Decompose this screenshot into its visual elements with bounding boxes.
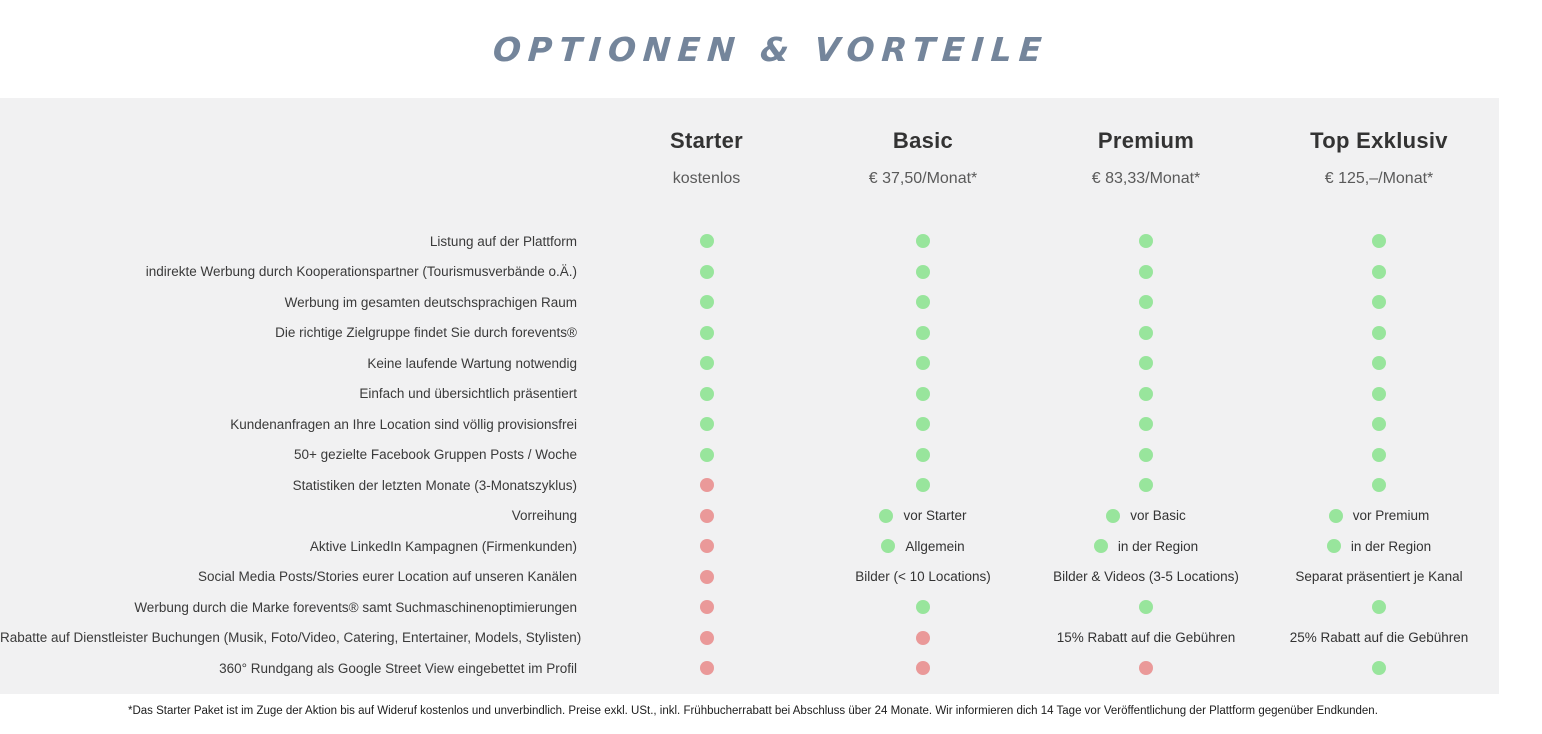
feature-cell — [813, 417, 1033, 431]
feature-cell — [1033, 448, 1259, 462]
feature-cell — [813, 356, 1033, 370]
included-dot-icon — [916, 356, 930, 370]
feature-cell — [600, 234, 813, 248]
feature-cell — [1033, 387, 1259, 401]
feature-cell — [600, 265, 813, 279]
feature-cell — [1033, 478, 1259, 492]
cell-text: 15% Rabatt auf die Gebühren — [1056, 630, 1236, 646]
page-title: OPTIONEN & VORTEILE — [491, 29, 1051, 69]
feature-label: Werbung im gesamten deutschsprachigen Raum — [284, 294, 577, 310]
included-dot-icon — [1372, 478, 1386, 492]
plan-name: Starter — [669, 128, 744, 153]
included-dot-icon — [700, 387, 714, 401]
feature-cell — [1259, 569, 1499, 584]
included-dot-icon — [700, 234, 714, 248]
feature-row — [0, 287, 1499, 318]
feature-row — [0, 501, 1499, 532]
feature-cell — [813, 295, 1033, 309]
feature-cell — [1259, 387, 1499, 401]
included-dot-icon — [1372, 295, 1386, 309]
feature-label: Kundenanfragen an Ihre Location sind völlig provisionsfrei — [230, 416, 577, 432]
included-dot-icon — [700, 265, 714, 279]
included-dot-icon — [1327, 539, 1341, 553]
included-dot-icon — [1139, 600, 1153, 614]
excluded-dot-icon — [700, 478, 714, 492]
feature-cell — [813, 265, 1033, 279]
included-dot-icon — [1139, 417, 1153, 431]
included-dot-icon — [916, 448, 930, 462]
feature-cell — [1259, 508, 1499, 523]
plan-name: Basic — [892, 128, 954, 153]
feature-row — [0, 226, 1499, 257]
feature-cell — [1033, 295, 1259, 309]
included-dot-icon — [916, 295, 930, 309]
feature-label: Rabatte auf Dienstleister Buchungen (Musik, Foto/Video, Catering, Entertainer, Models, Stylisten) — [0, 630, 582, 646]
cell-text: Bilder & Videos (3-5 Locations) — [1053, 569, 1239, 585]
feature-cell — [600, 387, 813, 401]
feature-cell — [600, 570, 813, 584]
feature-cell — [813, 569, 1033, 584]
included-dot-icon — [1372, 387, 1386, 401]
excluded-dot-icon — [1139, 661, 1153, 675]
included-dot-icon — [916, 600, 930, 614]
plan-price: € 37,50/Monat* — [868, 170, 978, 187]
cell-text: vor Starter — [903, 508, 967, 524]
feature-cell — [813, 478, 1033, 492]
included-dot-icon — [1372, 600, 1386, 614]
feature-cell — [1259, 661, 1499, 675]
feature-cell — [1033, 265, 1259, 279]
included-dot-icon — [1139, 234, 1153, 248]
plan-header-starter — [600, 128, 813, 188]
included-dot-icon — [1329, 509, 1343, 523]
feature-cell — [600, 295, 813, 309]
included-dot-icon — [1139, 295, 1153, 309]
included-dot-icon — [1372, 265, 1386, 279]
feature-cell — [600, 478, 813, 492]
feature-cell — [1033, 326, 1259, 340]
feature-label: Werbung durch die Marke forevents® samt Suchmaschinenoptimierungen — [134, 599, 577, 615]
included-dot-icon — [916, 234, 930, 248]
feature-row — [0, 470, 1499, 501]
feature-cell — [1259, 265, 1499, 279]
feature-cell — [600, 539, 813, 553]
feature-cell — [813, 661, 1033, 675]
plan-header-basic — [813, 128, 1033, 188]
feature-cell — [813, 326, 1033, 340]
feature-label: Listung auf der Plattform — [429, 233, 577, 249]
included-dot-icon — [1139, 387, 1153, 401]
feature-rows — [0, 226, 1499, 684]
cell-text: Bilder (< 10 Locations) — [855, 569, 991, 585]
included-dot-icon — [879, 509, 893, 523]
feature-cell — [1033, 508, 1259, 523]
title-bar — [0, 0, 1542, 98]
plan-price: kostenlos — [672, 170, 741, 187]
cell-text: in der Region — [1117, 538, 1199, 554]
feature-cell — [600, 631, 813, 645]
excluded-dot-icon — [916, 661, 930, 675]
included-dot-icon — [916, 478, 930, 492]
excluded-dot-icon — [700, 631, 714, 645]
feature-label: 50+ gezielte Facebook Gruppen Posts / Woche — [293, 447, 577, 463]
feature-cell — [1259, 448, 1499, 462]
feature-row — [0, 318, 1499, 349]
feature-row — [0, 440, 1499, 471]
feature-label: Keine laufende Wartung notwendig — [367, 355, 577, 371]
feature-cell — [1033, 539, 1259, 554]
plan-header-premium — [1033, 128, 1259, 188]
feature-row — [0, 653, 1499, 684]
excluded-dot-icon — [700, 539, 714, 553]
feature-cell — [813, 600, 1033, 614]
included-dot-icon — [700, 417, 714, 431]
plan-price: € 125,–/Monat* — [1324, 170, 1434, 187]
included-dot-icon — [1372, 234, 1386, 248]
included-dot-icon — [1372, 356, 1386, 370]
feature-cell — [1259, 630, 1499, 645]
feature-cell — [813, 448, 1033, 462]
cell-text: 25% Rabatt auf die Gebühren — [1289, 630, 1469, 646]
feature-cell — [1033, 417, 1259, 431]
included-dot-icon — [1372, 448, 1386, 462]
feature-cell — [813, 631, 1033, 645]
feature-cell — [1259, 417, 1499, 431]
feature-cell — [1259, 326, 1499, 340]
feature-cell — [600, 448, 813, 462]
feature-row — [0, 257, 1499, 288]
feature-row — [0, 592, 1499, 623]
included-dot-icon — [1372, 661, 1386, 675]
feature-label: Vorreihung — [511, 508, 577, 524]
footnote: *Das Starter Paket ist im Zuge der Aktion bis auf Wideruf kostenlos und unverbindlich. Preise exkl. USt., inkl. Frühbucherrabatt bei Abschluss über 24 Monate. Wir informieren dich 14 Tage vor Veröffentlichung der Plattform gegenüber Endkunden. — [128, 705, 1378, 717]
feature-row — [0, 348, 1499, 379]
cell-text: Separat präsentiert je Kanal — [1295, 569, 1463, 585]
cell-text: in der Region — [1350, 538, 1432, 554]
plan-name: Premium — [1097, 128, 1195, 153]
plan-header-top-exklusiv — [1259, 128, 1499, 188]
feature-cell — [600, 326, 813, 340]
cell-text: vor Premium — [1352, 508, 1430, 524]
feature-label: Einfach und übersichtlich präsentiert — [359, 386, 577, 402]
included-dot-icon — [1139, 265, 1153, 279]
included-dot-icon — [1139, 326, 1153, 340]
plan-name: Top Exklusiv — [1310, 128, 1448, 153]
included-dot-icon — [881, 539, 895, 553]
plan-price: € 83,33/Monat* — [1091, 170, 1201, 187]
included-dot-icon — [700, 326, 714, 340]
feature-cell — [1259, 478, 1499, 492]
feature-cell — [1033, 600, 1259, 614]
feature-label: indirekte Werbung durch Kooperationspartner (Tourismusverbände o.Ä.) — [145, 264, 577, 280]
cell-text: Allgemein — [905, 538, 965, 554]
included-dot-icon — [916, 326, 930, 340]
feature-label: Social Media Posts/Stories eurer Location auf unseren Kanälen — [198, 569, 577, 585]
included-dot-icon — [916, 417, 930, 431]
feature-label: 360° Rundgang als Google Street View eingebettet im Profil — [219, 660, 577, 676]
feature-cell — [1259, 295, 1499, 309]
feature-cell — [1259, 539, 1499, 554]
feature-cell — [1259, 234, 1499, 248]
feature-cell — [600, 661, 813, 675]
feature-row — [0, 623, 1499, 654]
included-dot-icon — [700, 448, 714, 462]
feature-row — [0, 409, 1499, 440]
feature-cell — [1033, 569, 1259, 584]
feature-cell — [1259, 356, 1499, 370]
feature-cell — [1033, 661, 1259, 675]
feature-cell — [1033, 356, 1259, 370]
feature-cell — [600, 356, 813, 370]
feature-row — [0, 379, 1499, 410]
feature-label: Aktive LinkedIn Kampagnen (Firmenkunden) — [309, 538, 577, 554]
included-dot-icon — [916, 387, 930, 401]
feature-cell — [813, 387, 1033, 401]
feature-cell — [1033, 630, 1259, 645]
feature-row — [0, 562, 1499, 593]
feature-row — [0, 531, 1499, 562]
included-dot-icon — [1106, 509, 1120, 523]
excluded-dot-icon — [916, 631, 930, 645]
included-dot-icon — [1372, 326, 1386, 340]
included-dot-icon — [700, 356, 714, 370]
feature-cell — [600, 417, 813, 431]
included-dot-icon — [1139, 448, 1153, 462]
excluded-dot-icon — [700, 570, 714, 584]
included-dot-icon — [916, 265, 930, 279]
feature-cell — [813, 539, 1033, 554]
excluded-dot-icon — [700, 600, 714, 614]
feature-cell — [813, 234, 1033, 248]
feature-label: Statistiken der letzten Monate (3-Monatszyklus) — [292, 477, 577, 493]
feature-cell — [813, 508, 1033, 523]
feature-cell — [600, 509, 813, 523]
feature-cell — [1033, 234, 1259, 248]
pricing-table — [0, 98, 1499, 694]
included-dot-icon — [1139, 356, 1153, 370]
excluded-dot-icon — [700, 509, 714, 523]
cell-text: vor Basic — [1130, 508, 1186, 524]
feature-cell — [1259, 600, 1499, 614]
excluded-dot-icon — [700, 661, 714, 675]
included-dot-icon — [700, 295, 714, 309]
included-dot-icon — [1372, 417, 1386, 431]
included-dot-icon — [1139, 478, 1153, 492]
table-header — [0, 128, 1499, 188]
feature-cell — [600, 600, 813, 614]
included-dot-icon — [1094, 539, 1108, 553]
footer — [0, 705, 1542, 717]
feature-label: Die richtige Zielgruppe findet Sie durch forevents® — [275, 325, 577, 341]
